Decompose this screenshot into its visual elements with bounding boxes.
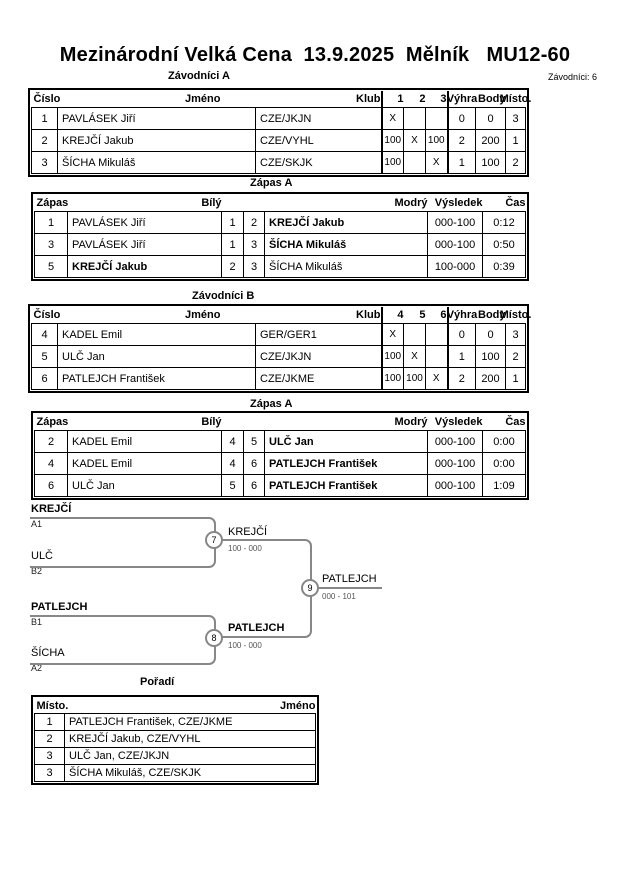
cell-jmeno: ŠÍCHA Mikuláš, CZE/SKJK	[65, 765, 316, 782]
col-vyhra: Výhra	[448, 91, 476, 108]
cell-klub: CZE/VYHL	[256, 130, 382, 152]
table-row	[35, 731, 316, 748]
table-row	[35, 256, 526, 278]
table-row	[35, 453, 526, 475]
matches-a2-table	[31, 411, 529, 500]
cell-cas: 1:09	[483, 475, 526, 497]
cell-n1: 5	[222, 475, 244, 497]
cell-m1: X	[382, 108, 404, 130]
bracket-entry-seed: A2	[31, 663, 43, 673]
cell-body: 200	[476, 130, 506, 152]
col-vysledek: Výsledek	[428, 414, 483, 431]
col-bily: Bílý	[68, 195, 222, 212]
col-modry: Modrý	[265, 195, 428, 212]
col-misto: Místo.	[506, 91, 526, 108]
cell-cas: 0:50	[483, 234, 526, 256]
cell-vyhra: 1	[448, 346, 476, 368]
cell-misto: 3	[35, 748, 65, 765]
cell-vysledek: 000-100	[428, 453, 483, 475]
cell-klub: CZE/JKJN	[256, 346, 382, 368]
group-a-header-row	[32, 91, 526, 108]
cell-m1: 100	[382, 130, 404, 152]
cell-zapas: 6	[35, 475, 68, 497]
col-cas: Čas	[483, 414, 526, 431]
cell-m1: 100	[382, 152, 404, 174]
ranking-header-row	[35, 698, 316, 714]
col-2: 2	[404, 91, 426, 108]
cell-jmeno: PAVLÁSEK Jiří	[58, 108, 256, 130]
bracket-entry-name: ŠÍCHA	[31, 647, 65, 659]
cell-jmeno: KADEL Emil	[58, 324, 256, 346]
cell-modry: PATLEJCH František	[265, 475, 428, 497]
cell-jmeno: ŠÍCHA Mikuláš	[58, 152, 256, 174]
cell-m3	[426, 108, 448, 130]
cell-jmeno: ULČ Jan	[58, 346, 256, 368]
ranking-heading: Pořadí	[140, 676, 175, 688]
bracket-entry-name: KREJČÍ	[31, 503, 72, 515]
col-4: 4	[382, 307, 404, 324]
table-row	[35, 234, 526, 256]
col-jmeno: Jméno	[65, 698, 316, 714]
page-title: Mezinárodní Velká Cena 13.9.2025 Mělník MU12-60	[59, 44, 571, 66]
cell-m3: X	[426, 368, 448, 390]
cell-m2	[404, 108, 426, 130]
cell-vysledek: 000-100	[428, 475, 483, 497]
col-modry: Modrý	[265, 414, 428, 431]
table-row	[32, 368, 526, 390]
col-misto: Místo.	[506, 307, 526, 324]
cell-vyhra: 0	[448, 108, 476, 130]
table-row	[35, 714, 316, 731]
cell-jmeno: KREJČÍ Jakub, CZE/VYHL	[65, 731, 316, 748]
match-number-badge: 8	[205, 629, 223, 647]
cell-body: 100	[476, 346, 506, 368]
cell-misto: 2	[506, 152, 526, 174]
cell-vyhra: 2	[448, 368, 476, 390]
bracket-final-winner-line	[318, 587, 382, 589]
cell-klub: CZE/SKJK	[256, 152, 382, 174]
cell-body: 0	[476, 324, 506, 346]
cell-zapas: 2	[35, 431, 68, 453]
cell-zapas: 5	[35, 256, 68, 278]
cell-n2: 5	[244, 431, 265, 453]
cell-m2	[404, 152, 426, 174]
cell-cislo: 4	[32, 324, 58, 346]
col-1: 1	[382, 91, 404, 108]
cell-vysledek: 000-100	[428, 234, 483, 256]
col-cislo: Číslo	[32, 307, 58, 324]
bracket-entry-name: ULČ	[31, 550, 54, 562]
col-3: 3	[426, 91, 448, 108]
cell-misto: 3	[506, 324, 526, 346]
cell-jmeno: PATLEJCH František, CZE/JKME	[65, 714, 316, 731]
cell-m1: X	[382, 324, 404, 346]
cell-n2: 6	[244, 453, 265, 475]
col-bily: Bílý	[68, 414, 222, 431]
cell-cislo: 5	[32, 346, 58, 368]
table-row	[32, 130, 526, 152]
cell-body: 200	[476, 368, 506, 390]
cell-n1: 4	[222, 453, 244, 475]
cell-zapas: 1	[35, 212, 68, 234]
cell-misto: 2	[506, 346, 526, 368]
cell-n2: 6	[244, 475, 265, 497]
col-n2	[244, 414, 265, 431]
cell-cas: 0:12	[483, 212, 526, 234]
cell-body: 100	[476, 152, 506, 174]
cell-bily: PAVLÁSEK Jiří	[68, 234, 222, 256]
cell-vyhra: 0	[448, 324, 476, 346]
cell-m3: X	[426, 152, 448, 174]
matches-a1-table	[31, 192, 529, 281]
cell-misto: 1	[506, 368, 526, 390]
cell-zapas: 3	[35, 234, 68, 256]
col-klub: Klub	[256, 307, 382, 324]
table-row	[32, 152, 526, 174]
cell-misto: 1	[506, 130, 526, 152]
ranking-table	[31, 695, 319, 785]
cell-zapas: 4	[35, 453, 68, 475]
col-body: Body	[476, 91, 506, 108]
cell-cas: 0:39	[483, 256, 526, 278]
group-a-table	[28, 88, 532, 177]
cell-jmeno: KREJČÍ Jakub	[58, 130, 256, 152]
cell-n2: 3	[244, 256, 265, 278]
col-klub: Klub	[256, 91, 382, 108]
matches-a1-heading: Zápas A	[250, 177, 293, 189]
competitors-count: Závodníci: 6	[547, 72, 597, 82]
bracket-entry-seed: B1	[31, 617, 43, 627]
cell-cislo: 6	[32, 368, 58, 390]
cell-m2	[404, 324, 426, 346]
cell-bily: KADEL Emil	[68, 431, 222, 453]
cell-bily: ULČ Jan	[68, 475, 222, 497]
group-b-table	[28, 304, 532, 393]
cell-misto: 2	[35, 731, 65, 748]
col-jmeno: Jméno	[58, 91, 256, 108]
col-jmeno: Jméno	[58, 307, 256, 324]
table-row	[32, 324, 526, 346]
cell-modry: KREJČÍ Jakub	[265, 212, 428, 234]
matches-header-row	[35, 195, 526, 212]
table-row	[35, 748, 316, 765]
col-5: 5	[404, 307, 426, 324]
col-misto: Místo.	[36, 699, 69, 712]
matches-header-row	[35, 414, 526, 431]
group-b-heading: Závodníci B	[192, 290, 255, 302]
cell-jmeno: ULČ Jan, CZE/JKJN	[65, 748, 316, 765]
cell-n1: 2	[222, 256, 244, 278]
cell-bily: PAVLÁSEK Jiří	[68, 212, 222, 234]
col-vyhra: Výhra	[448, 307, 476, 324]
cell-cislo: 1	[32, 108, 58, 130]
cell-modry: ULČ Jan	[265, 431, 428, 453]
bracket-entry-name: PATLEJCH	[31, 601, 88, 613]
table-row	[35, 475, 526, 497]
cell-klub: GER/GER1	[256, 324, 382, 346]
table-row	[32, 108, 526, 130]
cell-bily: KADEL Emil	[68, 453, 222, 475]
cell-klub: CZE/JKME	[256, 368, 382, 390]
col-body: Body	[476, 307, 506, 324]
col-cislo: Číslo	[32, 91, 58, 108]
cell-misto: 3	[35, 765, 65, 782]
semifinal2-winner: PATLEJCH	[228, 622, 285, 634]
cell-modry: PATLEJCH František	[265, 453, 428, 475]
table-row	[35, 212, 526, 234]
cell-misto: 1	[35, 714, 65, 731]
cell-modry: ŠÍCHA Mikuláš	[265, 234, 428, 256]
semifinal1-score: 100 - 000	[228, 544, 262, 553]
cell-jmeno: PATLEJCH František	[58, 368, 256, 390]
cell-n2: 2	[244, 212, 265, 234]
col-6: 6	[426, 307, 448, 324]
cell-misto: 3	[506, 108, 526, 130]
col-n1	[222, 195, 244, 212]
bracket-pair-connector	[30, 517, 216, 568]
cell-m1: 100	[382, 346, 404, 368]
cell-cislo: 2	[32, 130, 58, 152]
cell-klub: CZE/JKJN	[256, 108, 382, 130]
final-score: 000 - 101	[322, 592, 356, 601]
cell-m3: 100	[426, 130, 448, 152]
semifinal2-score: 100 - 000	[228, 641, 262, 650]
final-winner: PATLEJCH	[322, 573, 377, 585]
cell-m2: 100	[404, 368, 426, 390]
cell-modry: ŠÍCHA Mikuláš	[265, 256, 428, 278]
matches-a2-heading: Zápas A	[250, 398, 293, 410]
group-b-header-row	[32, 307, 526, 324]
table-row	[35, 765, 316, 782]
cell-m3	[426, 346, 448, 368]
cell-m3	[426, 324, 448, 346]
cell-vysledek: 000-100	[428, 431, 483, 453]
semifinal1-winner: KREJČÍ	[228, 526, 268, 538]
cell-n1: 4	[222, 431, 244, 453]
col-n1	[222, 414, 244, 431]
cell-bily: KREJČÍ Jakub	[68, 256, 222, 278]
col-vysledek: Výsledek	[428, 195, 483, 212]
match-number-badge: 7	[205, 531, 223, 549]
cell-m2: X	[404, 346, 426, 368]
group-a-heading: Závodníci A	[168, 70, 230, 82]
cell-n2: 3	[244, 234, 265, 256]
cell-m2: X	[404, 130, 426, 152]
col-zapas: Zápas	[35, 414, 68, 431]
bracket-pair-connector	[30, 615, 216, 665]
cell-n1: 1	[222, 234, 244, 256]
cell-body: 0	[476, 108, 506, 130]
table-row	[32, 346, 526, 368]
cell-n1: 1	[222, 212, 244, 234]
col-cas: Čas	[483, 195, 526, 212]
cell-vyhra: 2	[448, 130, 476, 152]
col-zapas: Zápas	[35, 195, 68, 212]
cell-cislo: 3	[32, 152, 58, 174]
bracket-entry-seed: B2	[31, 566, 43, 576]
cell-cas: 0:00	[483, 453, 526, 475]
col-n2	[244, 195, 265, 212]
cell-vysledek: 000-100	[428, 212, 483, 234]
cell-m1: 100	[382, 368, 404, 390]
cell-vyhra: 1	[448, 152, 476, 174]
bracket-entry-seed: A1	[31, 519, 43, 529]
cell-vysledek: 100-000	[428, 256, 483, 278]
match-number-badge: 9	[301, 579, 319, 597]
cell-cas: 0:00	[483, 431, 526, 453]
table-row	[35, 431, 526, 453]
